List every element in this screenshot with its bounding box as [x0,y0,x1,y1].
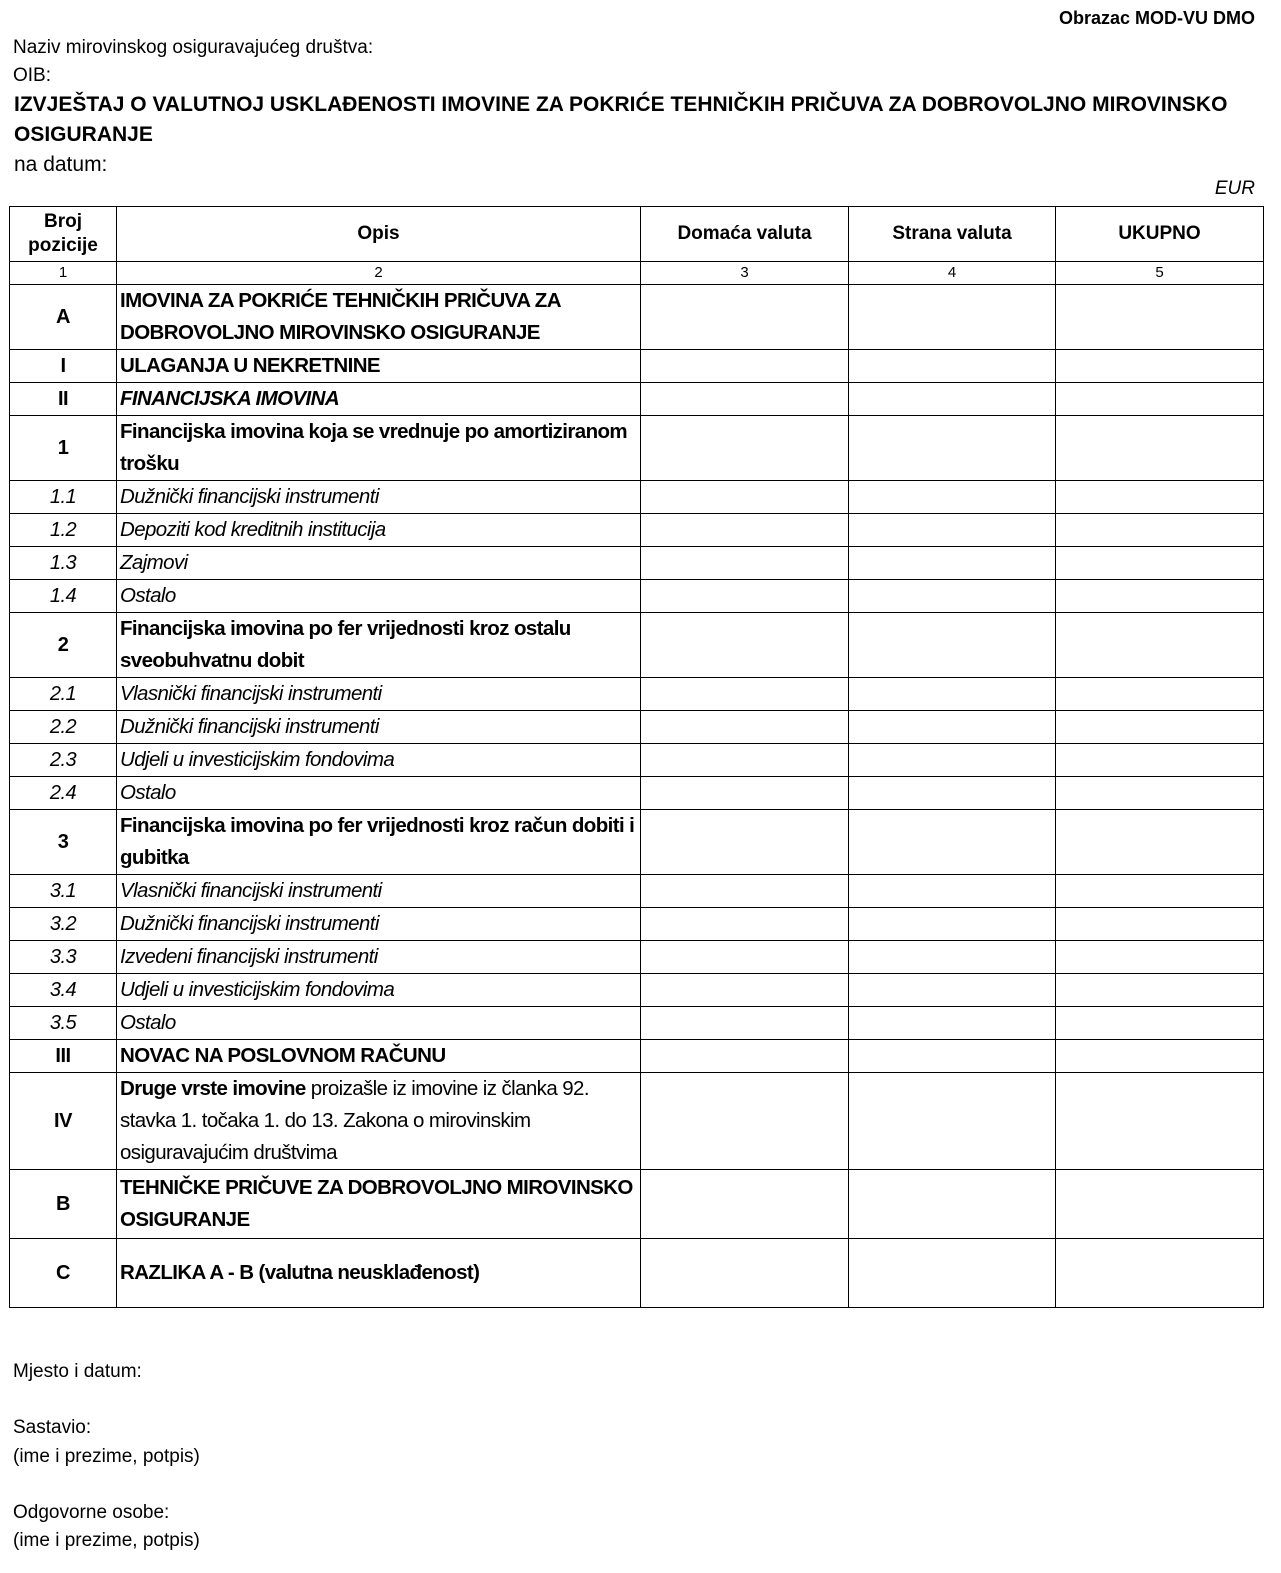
domestic-currency-cell[interactable] [641,481,849,514]
column-number-row [10,262,1264,285]
col-header-foreign: Strana valuta [849,207,1056,262]
foreign-currency-cell[interactable] [849,416,1056,481]
domestic-currency-cell[interactable] [641,875,849,908]
position-description: Dužnički financijski instrumenti [117,481,641,514]
foreign-currency-cell[interactable] [849,1040,1056,1073]
domestic-currency-cell[interactable] [641,1239,849,1308]
total-cell[interactable] [1056,481,1264,514]
table-row [10,678,1264,711]
domestic-currency-cell[interactable] [641,908,849,941]
col-number: 4 [849,262,1056,285]
domestic-currency-cell[interactable] [641,514,849,547]
position-description: Ostalo [117,1007,641,1040]
table-row [10,875,1264,908]
table-row [10,383,1264,416]
foreign-currency-cell[interactable] [849,941,1056,974]
total-cell[interactable] [1056,974,1264,1007]
total-cell[interactable] [1056,1073,1264,1170]
domestic-currency-cell[interactable] [641,777,849,810]
table-row [10,481,1264,514]
domestic-currency-cell[interactable] [641,1170,849,1239]
table-row [10,810,1264,875]
col-header-total: UKUPNO [1056,207,1264,262]
position-description: Financijska imovina po fer vrijednosti kroz račun dobiti i gubitka [117,810,641,875]
position-code: I [10,350,117,383]
position-code: C [10,1239,117,1308]
table-row [10,416,1264,481]
prepared-by-hint: (ime i prezime, potpis) [13,1446,200,1467]
col-number: 2 [117,262,641,285]
position-description: Udjeli u investicijskim fondovima [117,744,641,777]
domestic-currency-cell[interactable] [641,613,849,678]
domestic-currency-cell[interactable] [641,711,849,744]
total-cell[interactable] [1056,678,1264,711]
foreign-currency-cell[interactable] [849,1073,1056,1170]
domestic-currency-cell[interactable] [641,350,849,383]
position-code: 1.2 [10,514,117,547]
col-header-domestic: Domaća valuta [641,207,849,262]
domestic-currency-cell[interactable] [641,1073,849,1170]
total-cell[interactable] [1056,1239,1264,1308]
prepared-by-label: Sastavio: [13,1417,92,1438]
total-cell[interactable] [1056,1170,1264,1239]
table-row [10,1073,1264,1170]
position-code: A [10,285,117,350]
report-table [9,206,1264,1308]
table-row [10,1007,1264,1040]
position-code: 3 [10,810,117,875]
col-header-description: Opis [117,207,641,262]
table-row [10,514,1264,547]
foreign-currency-cell[interactable] [849,1239,1056,1308]
description-rest: proizašle iz imovine iz članka 92. stavka 1. točaka 1. do 13. Zakona o mirovinskim osiguravajućim društvima [120,1077,589,1164]
position-description: TEHNIČKE PRIČUVE ZA DOBROVOLJNO MIROVINSKO OSIGURANJE [117,1170,641,1239]
domestic-currency-cell[interactable] [641,974,849,1007]
table-row [10,908,1264,941]
foreign-currency-cell[interactable] [849,514,1056,547]
table-row [10,777,1264,810]
position-description [117,1073,641,1170]
domestic-currency-cell[interactable] [641,744,849,777]
position-code: B [10,1170,117,1239]
position-code: 2 [10,613,117,678]
table-row [10,547,1264,580]
position-code: 3.1 [10,875,117,908]
foreign-currency-cell[interactable] [849,383,1056,416]
domestic-currency-cell[interactable] [641,285,849,350]
foreign-currency-cell[interactable] [849,350,1056,383]
table-row [10,1040,1264,1073]
domestic-currency-cell[interactable] [641,678,849,711]
total-cell[interactable] [1056,514,1264,547]
foreign-currency-cell[interactable] [849,613,1056,678]
col-number: 1 [10,262,117,285]
position-code: 3.4 [10,974,117,1007]
table-row [10,285,1264,350]
position-description: NOVAC NA POSLOVNOM RAČUNU [117,1040,641,1073]
foreign-currency-cell[interactable] [849,777,1056,810]
table-row [10,744,1264,777]
foreign-currency-cell[interactable] [849,1007,1056,1040]
position-description: Financijska imovina koja se vrednuje po amortiziranom trošku [117,416,641,481]
position-code: 2.1 [10,678,117,711]
total-cell[interactable] [1056,416,1264,481]
position-description: Udjeli u investicijskim fondovima [117,974,641,1007]
col-number: 5 [1056,262,1264,285]
total-cell[interactable] [1056,580,1264,613]
total-cell[interactable] [1056,875,1264,908]
domestic-currency-cell[interactable] [641,416,849,481]
position-code: 2.4 [10,777,117,810]
responsible-hint: (ime i prezime, potpis) [13,1530,200,1551]
total-cell[interactable] [1056,285,1264,350]
description-bold: Druge vrste imovine [120,1077,306,1100]
position-description: Ostalo [117,777,641,810]
total-cell[interactable] [1056,711,1264,744]
table-row [10,580,1264,613]
table-row [10,1239,1264,1308]
foreign-currency-cell[interactable] [849,678,1056,711]
foreign-currency-cell[interactable] [849,875,1056,908]
position-code: 1.3 [10,547,117,580]
total-cell[interactable] [1056,613,1264,678]
position-code: 1.1 [10,481,117,514]
table-row [10,350,1264,383]
position-description: IMOVINA ZA POKRIĆE TEHNIČKIH PRIČUVA ZA DOBROVOLJNO MIROVINSKO OSIGURANJE [117,285,641,350]
date-label: na datum: [14,153,108,176]
report-title: IZVJEŠTAJ O VALUTNOJ USKLAĐENOSTI IMOVINE ZA POKRIĆE TEHNIČKIH PRIČUVA ZA DOBROVOLJNO MIROVINSKO OSIGURANJE [14,93,1228,146]
position-description: Dužnički financijski instrumenti [117,711,641,744]
total-cell[interactable] [1056,1007,1264,1040]
position-code: 3.3 [10,941,117,974]
position-code: IV [10,1073,117,1170]
col-number: 3 [641,262,849,285]
position-description: Zajmovi [117,547,641,580]
total-cell[interactable] [1056,547,1264,580]
position-description: Ostalo [117,580,641,613]
domestic-currency-cell[interactable] [641,383,849,416]
position-code: II [10,383,117,416]
position-code: 2.2 [10,711,117,744]
domestic-currency-cell[interactable] [641,810,849,875]
foreign-currency-cell[interactable] [849,547,1056,580]
position-description: ULAGANJA U NEKRETNINE [117,350,641,383]
total-cell[interactable] [1056,350,1264,383]
table-row [10,1170,1264,1239]
position-code: 1 [10,416,117,481]
table-row [10,941,1264,974]
total-cell[interactable] [1056,908,1264,941]
table-row [10,613,1264,678]
position-description: Depoziti kod kreditnih institucija [117,514,641,547]
total-cell[interactable] [1056,383,1264,416]
position-code: III [10,1040,117,1073]
table-row [10,711,1264,744]
responsible-label: Odgovorne osobe: [13,1502,170,1523]
foreign-currency-cell[interactable] [849,810,1056,875]
table-row [10,974,1264,1007]
col-header-position: Broj pozicije [10,207,117,262]
foreign-currency-cell[interactable] [849,711,1056,744]
position-description: Financijska imovina po fer vrijednosti kroz ostalu sveobuhvatnu dobit [117,613,641,678]
domestic-currency-cell[interactable] [641,1040,849,1073]
foreign-currency-cell[interactable] [849,580,1056,613]
domestic-currency-cell[interactable] [641,547,849,580]
position-code: 2.3 [10,744,117,777]
position-description: Dužnički financijski instrumenti [117,908,641,941]
position-description: RAZLIKA A - B (valutna neusklađenost) [117,1239,641,1308]
total-cell[interactable] [1056,941,1264,974]
foreign-currency-cell[interactable] [849,285,1056,350]
domestic-currency-cell[interactable] [641,580,849,613]
header-row [10,207,1264,262]
place-date-label: Mjesto i datum: [13,1361,142,1382]
total-cell[interactable] [1056,777,1264,810]
position-code: 3.5 [10,1007,117,1040]
currency-label: EUR [1214,178,1255,199]
domestic-currency-cell[interactable] [641,1007,849,1040]
oib-label: OIB: [13,65,52,86]
domestic-currency-cell[interactable] [641,941,849,974]
total-cell[interactable] [1056,1040,1264,1073]
foreign-currency-cell[interactable] [849,481,1056,514]
foreign-currency-cell[interactable] [849,908,1056,941]
foreign-currency-cell[interactable] [849,974,1056,1007]
position-description: Vlasnički financijski instrumenti [117,875,641,908]
foreign-currency-cell[interactable] [849,1170,1056,1239]
position-description: Vlasnički financijski instrumenti [117,678,641,711]
form-code: Obrazac MOD-VU DMO [1058,8,1255,28]
company-label: Naziv mirovinskog osiguravajućeg društva: [13,37,374,58]
total-cell[interactable] [1056,744,1264,777]
foreign-currency-cell[interactable] [849,744,1056,777]
total-cell[interactable] [1056,810,1264,875]
position-description: Izvedeni financijski instrumenti [117,941,641,974]
position-code: 3.2 [10,908,117,941]
position-code: 1.4 [10,580,117,613]
position-description: FINANCIJSKA IMOVINA [117,383,641,416]
